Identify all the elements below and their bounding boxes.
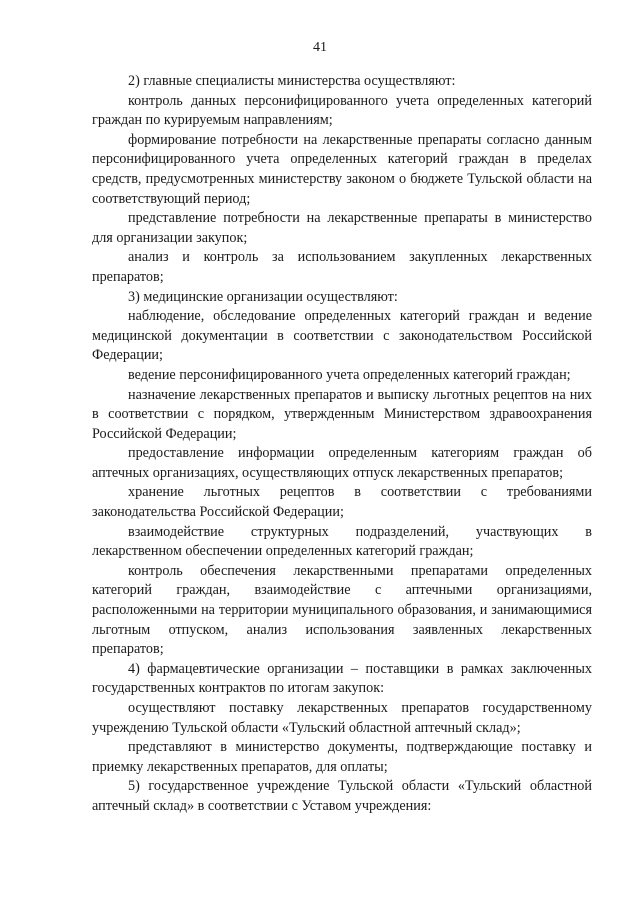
- paragraph: 5) государственное учреждение Тульской области «Тульский областной аптечный склад» в соответствии с Уставом учреждения:: [92, 778, 592, 814]
- paragraph: 3) медицинские организации осуществляют:: [128, 288, 398, 305]
- paragraph: назначение лекарственных препаратов и выписку льготных рецептов на них в соответствии с порядком, утвержденным Министерством здравоохранения Российской Федерации;: [92, 386, 592, 442]
- paragraph: предоставление информации определенным категориям граждан об аптечных организациях, осуществляющих отпуск лекарственных препаратов;: [92, 445, 592, 481]
- paragraph: 4) фармацевтические организации – поставщики в рамках заключенных государственных контрактов по итогам закупок:: [92, 660, 592, 697]
- paragraph: осуществляют поставку лекарственных препаратов государственному учреждению Тульской области «Тульский областной аптечный склад»;: [92, 700, 592, 736]
- paragraph: представление потребности на лекарственные препараты в министерство для организации закупок;: [92, 210, 592, 246]
- paragraph: контроль обеспечения лекарственными препаратами определенных категорий граждан, взаимодействие с аптечными организациями, расположенными на территории муниципального образования, и занимающимися льготным отпуском, анализ использования заявленных лекарственных препаратов;: [92, 562, 592, 658]
- paragraph: взаимодействие структурных подразделений, участвующих в лекарственном обеспечении определенных категорий граждан;: [92, 523, 592, 560]
- paragraph: хранение льготных рецептов в соответствии с требованиями законодательства Российской Федерации;: [92, 484, 592, 521]
- paragraph: ведение персонифицированного учета определенных категорий граждан;: [128, 366, 571, 383]
- paragraph: наблюдение, обследование определенных категорий граждан и ведение медицинской документации в соответствии с законодательством Российской Федерации;: [92, 308, 592, 364]
- paragraph: формирование потребности на лекарственные препараты согласно данным персонифицированного учета определенных категорий граждан в пределах средств, предусмотренных министерству законом о бюджете Тульской области на соответствующий период;: [92, 131, 592, 207]
- paragraph: контроль данных персонифицированного учета определенных категорий граждан по курируемым направлениям;: [92, 92, 592, 129]
- paragraph: представляют в министерство документы, подтверждающие поставку и приемку лекарственных препаратов, для оплаты;: [92, 739, 592, 775]
- paragraph: 2) главные специалисты министерства осуществляют:: [128, 73, 456, 89]
- paragraph: анализ и контроль за использованием закупленных лекарственных препаратов;: [92, 249, 592, 285]
- page-number: 41: [313, 40, 327, 55]
- document-body: [92, 72, 592, 817]
